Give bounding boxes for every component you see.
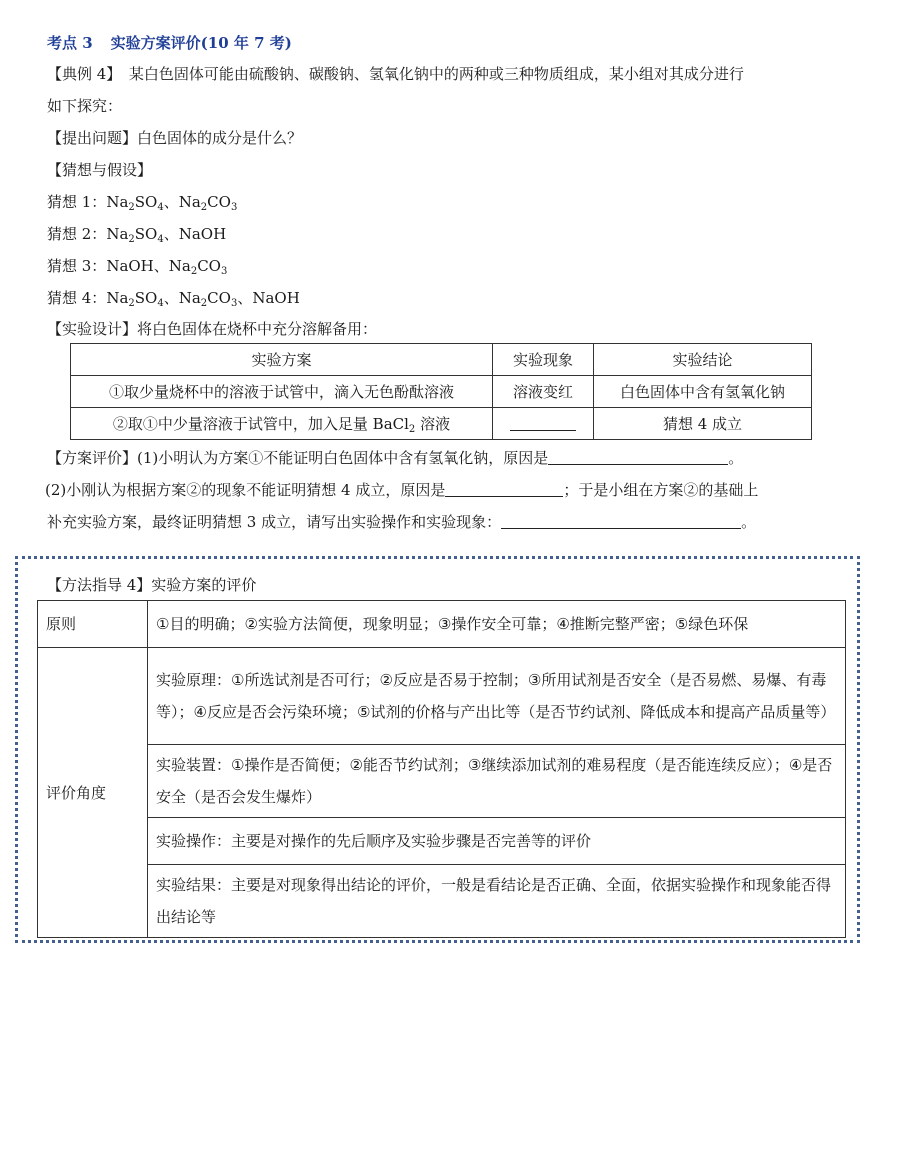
evaluation-text-3: 补充实验方案，最终证明猜想 3 成立，请写出实验操作和实验现象： — [47, 513, 502, 531]
section-title-text: 实验方案评价(10 年 7 考) — [110, 34, 292, 52]
hypothesis-label: 猜想 1： — [47, 193, 107, 211]
method-title: 【方法指导 4】实验方案的评价 — [47, 576, 257, 594]
answer-blank-2[interactable] — [445, 480, 563, 497]
section-number: 考点 3 — [47, 34, 93, 52]
experiment-table — [70, 343, 812, 440]
table-row — [38, 648, 846, 745]
evaluation-text-1: (1)小明认为方案①不能证明白色固体中含有氢氧化钠，原因是 — [137, 449, 549, 467]
question-text: 白色固体的成分是什么？ — [137, 129, 303, 147]
evaluation-line-2 — [45, 480, 758, 500]
evaluation-tag: 【方案评价】 — [47, 449, 138, 467]
example-tag: 【典例 4】 — [47, 65, 114, 83]
evaluation-line-1: 【方案评价】(1)小明认为方案①不能证明白色固体中含有氢氧化钠，原因是 。 — [47, 449, 744, 467]
answer-blank-3[interactable] — [501, 512, 741, 529]
hypothesis-4: 猜想 4：$Na_2SO_4$、$Na_2CO_3$、NaOH — [47, 289, 300, 309]
question-line — [47, 128, 302, 148]
header-phenomenon: 实验现象 — [493, 344, 594, 376]
table-header-row — [71, 344, 812, 376]
example-line-1 — [47, 64, 744, 84]
row1-conclusion: 白色固体中含有氢氧化钠 — [594, 376, 812, 408]
evaluation-text-2: (2)小刚认为根据方案②的现象不能证明猜想 4 成立，原因是 — [45, 481, 446, 499]
row1-plan: ①取少量烧杯中的溶液于试管中，滴入无色酚酞溶液 — [71, 376, 493, 408]
design-tag: 【实验设计】 — [47, 320, 138, 338]
answer-blank-1[interactable] — [548, 448, 728, 465]
hypothesis-heading — [47, 160, 152, 180]
hypothesis-tag: 【猜想与假设】 — [47, 161, 153, 179]
table-row — [71, 408, 812, 440]
angle-principle: 实验原理：①所选试剂是否可行；②反应是否易于控制；③所用试剂是否安全（是否易燃、易爆、有毒等）；④反应是否会污染环境；⑤试剂的价格与产出比等（是否节约试剂、降低成本和提高产品质量等） — [148, 648, 846, 745]
principle-text: ①目的明确；②实验方法简便，现象明显；③操作安全可靠；④推断完整严密；⑤绿色环保 — [148, 601, 846, 648]
question-tag: 【提出问题】 — [47, 129, 138, 147]
evaluation-text-2b: ；于是小组在方案②的基础上 — [563, 481, 759, 499]
hypothesis-label: 猜想 4： — [47, 289, 107, 307]
hypothesis-1: 猜想 1：$Na_2SO_4$、$Na_2CO_3$ — [47, 193, 238, 213]
principle-label: 原则 — [38, 601, 148, 648]
angle-label: 评价角度 — [38, 648, 148, 938]
example-line-2 — [47, 96, 122, 116]
angle-operation: 实验操作：主要是对操作的先后顺序及实验步骤是否完善等的评价 — [148, 818, 846, 865]
table-row — [38, 745, 846, 818]
row2-conclusion: 猜想 4 成立 — [594, 408, 812, 440]
section-title — [47, 33, 292, 53]
row1-phenomenon: 溶液变红 — [493, 376, 594, 408]
hypothesis-label: 猜想 3： — [47, 257, 107, 275]
evaluation-line-3: 补充实验方案，最终证明猜想 3 成立，请写出实验操作和实验现象： 。 — [47, 513, 757, 531]
table-row — [38, 865, 846, 938]
example-text-1: 某白色固体可能由硫酸钠、碳酸钠、氢氧化钠中的两种或三种物质组成，某小组对其成分进行 — [113, 65, 744, 83]
table-row — [38, 601, 846, 648]
row2-phenomenon-blank[interactable] — [493, 408, 594, 440]
row2-plan: ②取①中少量溶液于试管中，加入足量 BaCl$_2$ 溶液 — [71, 408, 493, 440]
header-plan: 实验方案 — [71, 344, 493, 376]
angle-result: 实验结果：主要是对现象得出结论的评价，一般是看结论是否正确、全面，依据实验操作和现象能否得出结论等 — [148, 865, 846, 938]
design-text: 将白色固体在烧杯中充分溶解备用： — [137, 320, 378, 338]
angle-apparatus: 实验装置：①操作是否简便；②能否节约试剂；③继续添加试剂的难易程度（是否能连续反应）；④是否安全（是否会发生爆炸） — [148, 745, 846, 818]
design-line — [47, 319, 377, 339]
table-row — [71, 376, 812, 408]
method-table — [37, 600, 846, 938]
hypothesis-label: 猜想 2： — [47, 225, 107, 243]
hypothesis-3: 猜想 3：NaOH、$Na_2CO_3$ — [47, 257, 228, 277]
example-text-2: 如下探究： — [47, 97, 123, 115]
header-conclusion: 实验结论 — [594, 344, 812, 376]
table-row — [38, 818, 846, 865]
hypothesis-2: 猜想 2：$Na_2SO_4$、NaOH — [47, 225, 227, 245]
